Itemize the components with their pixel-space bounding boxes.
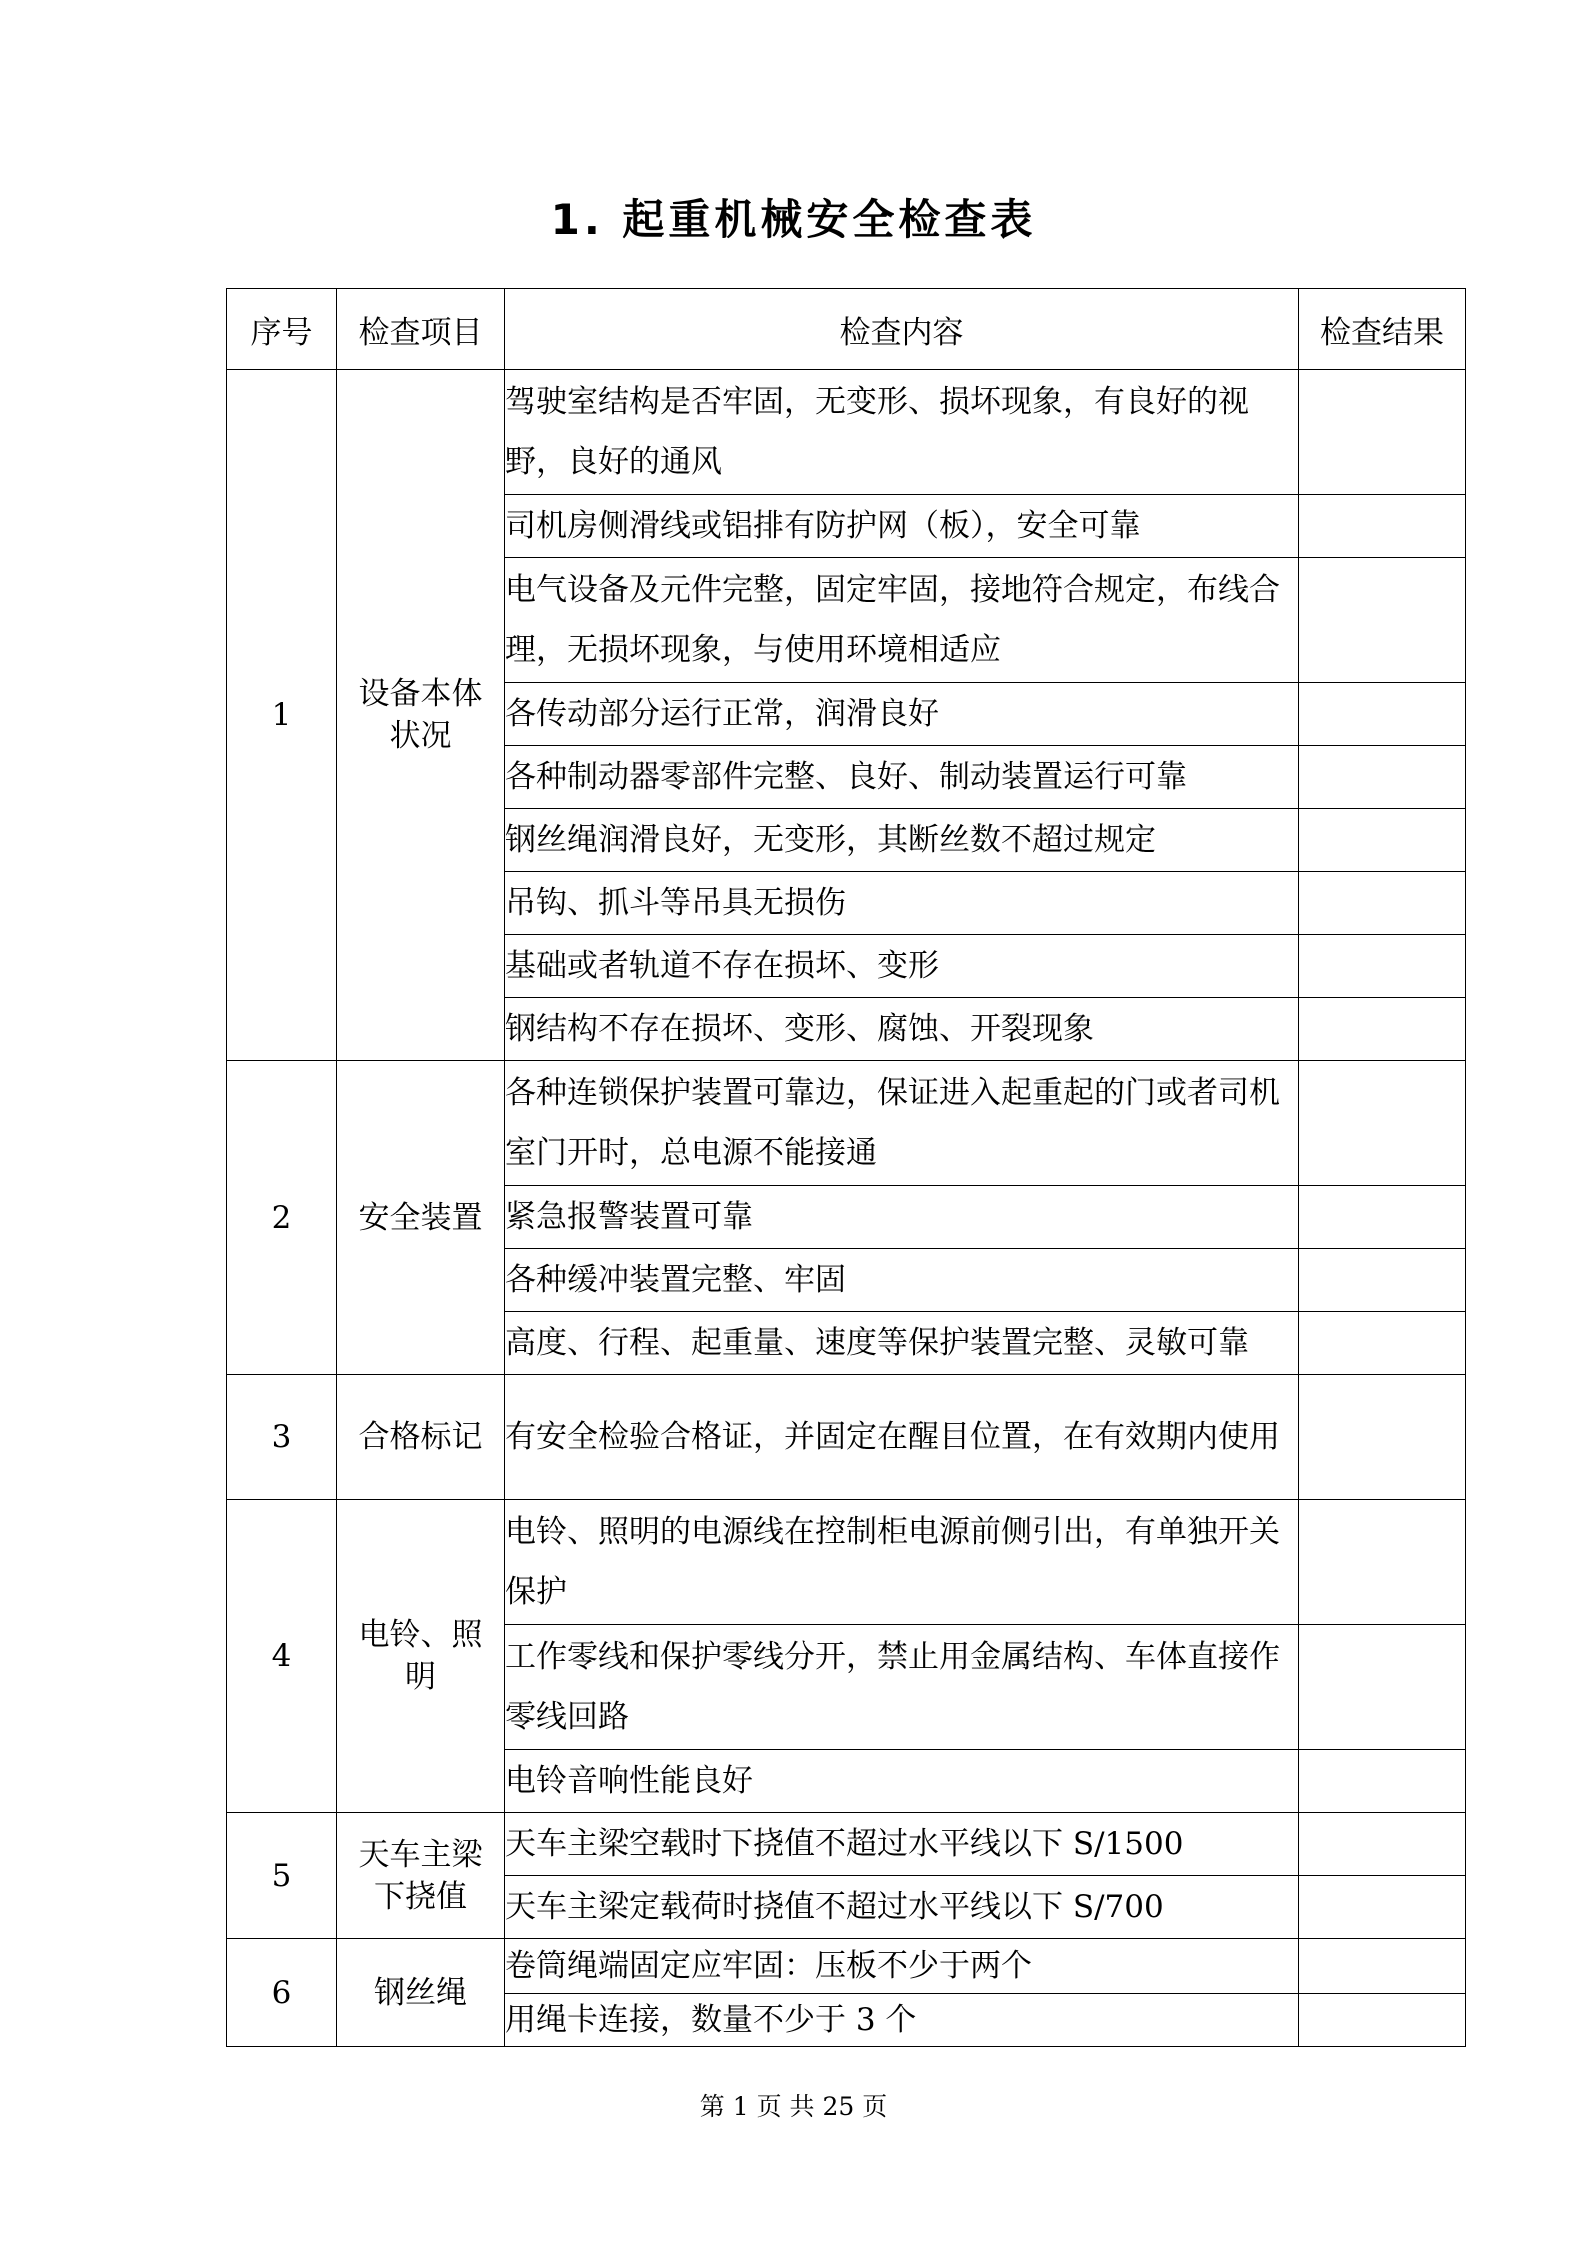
header-result: 检查结果 <box>1299 289 1466 370</box>
check-result-cell[interactable] <box>1299 809 1466 872</box>
check-content: 高度、行程、起重量、速度等保护装置完整、灵敏可靠 <box>505 1312 1299 1375</box>
check-content: 司机房侧滑线或铝排有防护网（板），安全可靠 <box>505 495 1299 558</box>
page-number-footer: 第 1 页 共 25 页 <box>699 2092 888 2121</box>
group-item-label: 钢丝绳 <box>374 1974 467 2011</box>
check-content: 各传动部分运行正常，润滑良好 <box>505 683 1299 746</box>
check-result-cell[interactable] <box>1299 935 1466 998</box>
table-row <box>227 1500 1466 1625</box>
check-result-cell[interactable] <box>1299 1312 1466 1375</box>
check-content: 天车主梁定载荷时挠值不超过水平线以下 S/700 <box>505 1876 1299 1939</box>
check-content: 用绳卡连接，数量不少于 3 个 <box>505 1994 1299 2047</box>
group-item-label: 安全装置 <box>358 1199 483 1236</box>
group-item <box>337 1500 505 1813</box>
check-result-cell[interactable] <box>1299 1750 1466 1813</box>
check-result-cell[interactable] <box>1299 872 1466 935</box>
check-content: 各种制动器零部件完整、良好、制动装置运行可靠 <box>505 746 1299 809</box>
table-row <box>227 1939 1466 1994</box>
check-content: 钢丝绳润滑良好，无变形，其断丝数不超过规定 <box>505 809 1299 872</box>
check-result-cell[interactable] <box>1299 1375 1466 1500</box>
group-item-label: 天车主梁下挠值 <box>358 1836 483 1915</box>
check-result-cell[interactable] <box>1299 558 1466 683</box>
check-content: 钢结构不存在损坏、变形、腐蚀、开裂现象 <box>505 998 1299 1061</box>
group-no: 5 <box>227 1813 337 1939</box>
check-result-cell[interactable] <box>1299 1994 1466 2047</box>
check-result-cell[interactable] <box>1299 683 1466 746</box>
check-content: 有安全检验合格证，并固定在醒目位置，在有效期内使用 <box>505 1375 1299 1500</box>
group-item-label: 合格标记 <box>358 1419 483 1455</box>
check-content: 电气设备及元件完整，固定牢固，接地符合规定，布线合理，无损坏现象，与使用环境相适应 <box>505 558 1299 683</box>
table-row <box>227 1375 1466 1500</box>
group-item-label: 电铃、照明 <box>358 1617 483 1695</box>
check-content: 各种缓冲装置完整、牢固 <box>505 1249 1299 1312</box>
check-result-cell[interactable] <box>1299 1813 1466 1876</box>
check-result-cell[interactable] <box>1299 1876 1466 1939</box>
table-row <box>227 1813 1466 1876</box>
table-row <box>227 370 1466 495</box>
check-result-cell[interactable] <box>1299 998 1466 1061</box>
group-item <box>337 1375 505 1500</box>
check-content: 紧急报警装置可靠 <box>505 1186 1299 1249</box>
check-result-cell[interactable] <box>1299 746 1466 809</box>
check-result-cell[interactable] <box>1299 495 1466 558</box>
header-content: 检查内容 <box>505 289 1299 370</box>
safety-checklist-table <box>226 288 1466 2047</box>
header-item: 检查项目 <box>337 289 505 370</box>
check-content: 工作零线和保护零线分开，禁止用金属结构、车体直接作零线回路 <box>505 1625 1299 1750</box>
check-content: 基础或者轨道不存在损坏、变形 <box>505 935 1299 998</box>
table-row <box>227 1061 1466 1186</box>
group-item-label: 设备本体状况 <box>358 676 483 754</box>
check-result-cell[interactable] <box>1299 370 1466 495</box>
check-result-cell[interactable] <box>1299 1249 1466 1312</box>
check-result-cell[interactable] <box>1299 1939 1466 1994</box>
group-item <box>337 1939 505 2047</box>
group-item <box>337 1813 505 1939</box>
group-no: 6 <box>227 1939 337 2047</box>
check-result-cell[interactable] <box>1299 1625 1466 1750</box>
check-content: 各种连锁保护装置可靠边，保证进入起重起的门或者司机室门开时，总电源不能接通 <box>505 1061 1299 1186</box>
check-content: 驾驶室结构是否牢固，无变形、损坏现象，有良好的视野，良好的通风 <box>505 370 1299 495</box>
check-result-cell[interactable] <box>1299 1500 1466 1625</box>
header-no: 序号 <box>227 289 337 370</box>
check-result-cell[interactable] <box>1299 1186 1466 1249</box>
check-content: 卷筒绳端固定应牢固：压板不少于两个 <box>505 1939 1299 1994</box>
page-title: 1. 起重机械安全检查表 <box>550 195 1037 244</box>
group-item <box>337 1061 505 1375</box>
group-no: 1 <box>227 370 337 1061</box>
check-content: 电铃音响性能良好 <box>505 1750 1299 1813</box>
group-no: 3 <box>227 1375 337 1500</box>
group-no: 4 <box>227 1500 337 1813</box>
group-item <box>337 370 505 1061</box>
check-content: 天车主梁空载时下挠值不超过水平线以下 S/1500 <box>505 1813 1299 1876</box>
check-result-cell[interactable] <box>1299 1061 1466 1186</box>
header-row <box>227 289 1466 370</box>
group-no: 2 <box>227 1061 337 1375</box>
check-content: 吊钩、抓斗等吊具无损伤 <box>505 872 1299 935</box>
check-content: 电铃、照明的电源线在控制柜电源前侧引出，有单独开关保护 <box>505 1500 1299 1625</box>
